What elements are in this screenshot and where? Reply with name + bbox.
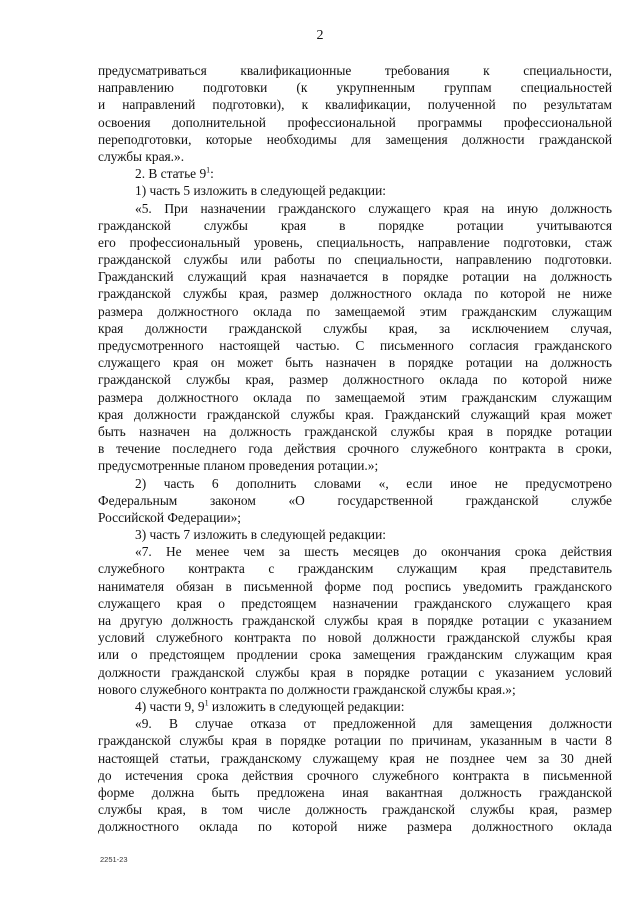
text-line-content: Гражданский служащий края назначается в порядке ротации на должность [98, 269, 612, 285]
text-line [98, 62, 612, 79]
text-line [98, 217, 612, 234]
text-line-content: должности гражданской службы края в порядке ротации с указанием условий [98, 664, 612, 680]
text-line-content: переподготовки, которые необходимы для замещения должности гражданской [98, 131, 612, 147]
text-line-content: в течение последнего года действия срочного служебного контракта в сроки, [98, 441, 612, 457]
text-line-content: края должности гражданской службы края. Гражданский служащий края может [98, 406, 612, 422]
text-line-content: его профессиональный уровень, специальность, направление подготовки, стаж [98, 234, 612, 250]
text-line [98, 526, 612, 543]
text-line [98, 818, 612, 835]
text-line-content: 2. В статье 9 [135, 166, 207, 182]
text-line [98, 354, 612, 371]
text-line-content: должностного оклада по которой ниже размера должностного оклада [98, 819, 612, 835]
text-line [98, 285, 612, 302]
text-line [98, 96, 612, 113]
text-line [98, 114, 612, 131]
text-line-content: служащего края о предстоящем назначении гражданского служащего края [98, 595, 612, 611]
text-line-content: условий служебного контракта по новой должности гражданской службы края [98, 630, 612, 646]
text-line [98, 423, 612, 440]
text-line [98, 595, 612, 612]
text-line [98, 457, 612, 474]
text-line [98, 732, 612, 749]
text-line [98, 234, 612, 251]
text-line-content: направлению подготовки (к укрупненным группам специальностей [98, 80, 612, 96]
document-body [98, 62, 612, 835]
text-line [98, 681, 612, 698]
superscript: 1 [206, 165, 211, 175]
text-line [98, 646, 612, 663]
text-line-tail: : [210, 166, 214, 182]
text-line-content: размера должностного оклада по замещаемой этим гражданским служащим [98, 389, 612, 405]
text-line-content: быть назначен на должность гражданской службы края в порядке ротации [98, 423, 612, 439]
text-line-content: 2) часть 6 дополнить словами «, если иное не предусмотрено [135, 475, 612, 491]
text-line [98, 371, 612, 388]
text-line [98, 784, 612, 801]
text-line [98, 182, 612, 199]
text-line [98, 612, 612, 629]
text-line-content: настоящей статьи, гражданскому служащему края не позднее чем за 30 дней [98, 750, 612, 766]
text-line [98, 406, 612, 423]
text-line-content: Российской Федерации»; [98, 509, 241, 525]
document-code: 2251-23 [100, 855, 128, 864]
text-line-content: нанимателя обязан в письменной форме под роспись уведомить гражданского [98, 578, 612, 594]
text-line-content: 1) часть 5 изложить в следующей редакции: [135, 183, 386, 199]
text-line [98, 320, 612, 337]
text-line [98, 303, 612, 320]
text-line-content: «9. В случае отказа от предложенной для замещения должности [135, 716, 612, 732]
text-line-content: 3) часть 7 изложить в следующей редакции: [135, 527, 386, 543]
text-line [98, 492, 612, 509]
text-line-content: или о предстоящем продлении срока замещения гражданским служащим края [98, 647, 612, 663]
text-line [98, 509, 612, 526]
text-line-tail: изложить в следующей редакции: [208, 698, 405, 714]
text-line-content: «5. При назначении гражданского служащего края на иную должность [135, 200, 612, 216]
text-line-content: гражданской службы края, размер должностного оклада по которой не ниже [98, 286, 612, 302]
text-line [98, 200, 612, 217]
text-line [98, 750, 612, 767]
text-line [98, 165, 612, 182]
text-line [98, 715, 612, 732]
text-line [98, 389, 612, 406]
text-line [98, 543, 612, 560]
text-line-content: Федеральным законом «О государственной гражданской службе [98, 492, 612, 508]
text-line-content: «7. Не менее чем за шесть месяцев до окончания срока действия [135, 544, 612, 560]
text-line-content: служащего края он может быть назначен в порядке ротации на должность [98, 355, 612, 371]
text-line [98, 698, 612, 715]
text-line [98, 767, 612, 784]
text-line-content: гражданской службы края в порядке ротации учитываются [98, 217, 612, 233]
text-line [98, 251, 612, 268]
text-line [98, 440, 612, 457]
page-number: 2 [316, 28, 324, 43]
text-line [98, 801, 612, 818]
text-line-content: края должности гражданской службы края, за исключением случая, [98, 320, 612, 336]
text-line-content: службы края, в том числе должность гражданской службы края, размер [98, 802, 612, 818]
text-line-content: на другую должность гражданской службы края в порядке ротации с указанием [98, 613, 612, 628]
text-line-content: служебного контракта с гражданским служащим края представитель [98, 561, 612, 577]
text-line [98, 268, 612, 285]
text-line-content: гражданской службы края, размер должностного оклада по которой ниже [98, 372, 612, 388]
text-line-content: освоения дополнительной профессиональной программы профессиональной [98, 114, 612, 130]
text-line-content: 4) части 9, 9 [135, 698, 205, 714]
text-line [98, 664, 612, 681]
text-line-content: гражданской службы края в порядке ротации по причинам, указанным в части 8 [98, 733, 612, 749]
text-line-content: размера должностного оклада по замещаемой этим гражданским служащим [98, 303, 612, 319]
text-line [98, 131, 612, 148]
text-line-content: гражданской службы или работы по специальности, направлению подготовки. [98, 252, 612, 268]
text-line-content: нового служебного контракта по должности гражданской службы края.»; [98, 681, 516, 697]
text-line-content: до истечения срока действия срочного служебного контракта в письменной [98, 767, 612, 783]
text-line-content: предусматриваться квалификационные требования к специальности, [98, 63, 612, 78]
text-line [98, 475, 612, 492]
text-line [98, 337, 612, 354]
text-line-content: предусмотренного настоящей частью. С письменного согласия гражданского [98, 338, 612, 353]
text-line-content: предусмотренные планом проведения ротации.»; [98, 458, 379, 474]
text-line-content: форме должна быть предложена иная вакантная должность гражданской [98, 784, 612, 800]
text-line [98, 629, 612, 646]
text-line [98, 560, 612, 577]
superscript: 1 [204, 698, 209, 708]
text-line [98, 148, 612, 165]
text-line [98, 79, 612, 96]
text-line-content: службы края.». [98, 148, 185, 164]
text-line [98, 578, 612, 595]
text-line-content: и направлений подготовки), к квалификации, полученной по результатам [98, 97, 612, 113]
